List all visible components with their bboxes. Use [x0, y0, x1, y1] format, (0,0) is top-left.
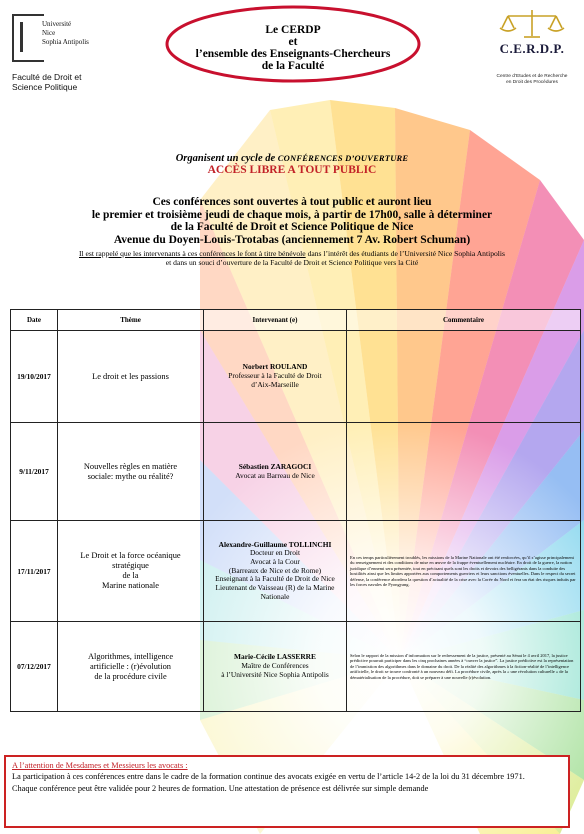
organizer-line: et [288, 36, 298, 48]
row-theme [58, 521, 204, 622]
university-logo-bar [20, 22, 23, 52]
speaker-name: Alexandre-Guillaume TOLLINCHI [218, 539, 332, 549]
row-comment: En ces temps particulièrement troublés, les missions de la Marine Nationale ont été renforcées, qu’il s’agisse principalement du renseignement et des conditions de mise en œuvre de la frappe éventuellement nucléaire. En droit de la guerre, la notion juridique d’ennemi sera présentée, tout en précisant quels sont les droits et devoirs des belligérants dans la conduite des hostilités ainsi que les limites apportées aux comportements guerriers et leurs sanctions éventuelles. Dans le respect du secret défense, la conférence abordera la question d’actualité de la crise avec la Corée du Nord et fera un état des risques induits par les forces navales de Pyongyang. [347, 521, 581, 622]
row-date: 17/11/2017 [11, 521, 58, 622]
row-date: 07/12/2017 [11, 622, 58, 712]
organizer-line: l’ensemble des Enseignants-Chercheurs [195, 48, 391, 60]
conference-info-line: de la Faculté de Droit et Science Politique de Nice [170, 221, 414, 233]
theme-line: Le Droit et la force océanique [80, 551, 181, 560]
reminder-rest: dans l’intérêt des étudiants de l’Université Nice Sophia Antipolis [305, 249, 505, 258]
lawyers-notice [4, 755, 570, 828]
row-theme [58, 423, 204, 521]
table-row [11, 331, 581, 423]
row-intervenant [204, 521, 347, 622]
university-logo-line: Université [42, 20, 72, 28]
cycle-heading-caps: CONFÉRENCES D’OUVERTURE [277, 153, 409, 163]
row-date: 19/10/2017 [11, 331, 58, 423]
table-row [11, 423, 581, 521]
speaker-role: Professeur à la Faculté de Droit [228, 371, 322, 381]
faculty-name [12, 72, 122, 92]
speaker-role: Maître de Conférences [241, 661, 309, 671]
row-intervenant [204, 622, 347, 712]
access-banner: ACCÈS LIBRE A TOUT PUBLIC [207, 164, 377, 176]
header-theme: Thème [58, 310, 204, 331]
speaker-name: Sébastien ZARAGOCI [238, 461, 312, 471]
organizer-line: de la Faculté [261, 60, 325, 72]
cerdp-subtitle [486, 74, 578, 86]
row-comment [347, 423, 581, 521]
table-row [11, 622, 581, 712]
cerdp-subtitle-line: Centre d’Etudes et de Recherche [496, 74, 568, 79]
speaker-role: (Barreaux de Nice et de Rome) [228, 565, 322, 575]
conference-info-line: Ces conférences sont ouvertes à tout public et auront lieu [152, 196, 432, 208]
volunteer-reminder [20, 249, 564, 267]
university-logo-text [42, 20, 89, 47]
row-intervenant [204, 331, 347, 423]
organizer-title [164, 24, 422, 72]
organizer-line: Le CERDP [265, 24, 321, 36]
university-logo-line: Nice [42, 29, 56, 37]
speaker-role: d’Aix-Marseille [251, 379, 299, 389]
cycle-heading [60, 153, 524, 164]
faculty-line: Science Politique [12, 82, 78, 92]
cerdp-subtitle-line: en Droit des Procédures [506, 80, 558, 85]
cerdp-logo [486, 6, 578, 114]
theme-line: artificielle : (r)évolution [90, 661, 171, 671]
speaker-role: Avocat au Barreau de Nice [235, 470, 315, 480]
speaker-role: Avocat à la Cour [250, 556, 300, 566]
speaker-name: Norbert ROULAND [242, 362, 308, 372]
theme-line: Nouvelles règles en matière [83, 461, 178, 471]
row-comment [347, 331, 581, 423]
speaker-role: Lieutenant de Vaisseau (R) de la Marine [215, 583, 335, 593]
speaker-role: Enseignant à la Faculté de Droit de Nice [215, 574, 335, 584]
notice-line: Chaque conférence peut être validée pour 2 heures de formation. Une attestation de présence est délivrée sur simple demande [12, 783, 429, 793]
conference-info-line: Avenue du Doyen-Louis-Trotabas (anciennement 7 Av. Robert Schuman) [113, 233, 471, 246]
theme-line: de la procédure civile [94, 671, 167, 681]
theme-line: de la [122, 571, 139, 580]
university-logo [12, 14, 116, 74]
university-logo-line: Sophia Antipolis [42, 38, 89, 46]
conference-table [10, 309, 581, 712]
reminder-line2: et dans un souci d’ouverture de la Faculté de Droit et Science Politique vers la Cité [165, 258, 419, 267]
speaker-role: Docteur en Droit [249, 548, 301, 558]
header-date: Date [11, 310, 58, 331]
conference-info-line: le premier et troisième jeudi de chaque mois, à partir de 17h00, salle à déterminer [91, 208, 493, 221]
table-header-row [11, 310, 581, 331]
table-row [11, 521, 581, 622]
theme-line: stratégique [112, 561, 149, 570]
faculty-line: Faculté de Droit et [12, 72, 82, 82]
cerdp-name: C.E.R.D.P. [499, 41, 565, 56]
conference-info [30, 196, 554, 246]
university-logo-mark [12, 14, 44, 62]
theme-line: Le droit et les passions [92, 371, 169, 381]
row-date: 9/11/2017 [11, 423, 58, 521]
notice-title: A l’attention de Mesdames et Messieurs les avocats : [12, 761, 188, 770]
theme-line: Marine nationale [102, 581, 159, 590]
row-comment: Selon le rapport de la mission d’information sur le redressement de la justice, présenté au Sénat le 4 avril 2017, la justice prédictive pourrait participer dans les cinq prochaines années à “ouvrer la justice”. La justice prédictive est la représentation de l’immixtion des algorithmes dans le domaine du droit. De la réalité des algorithmes à la fiction-réalité de l’intelligence artificielle, le droit se trouve confronté à un nouveau défi. La procédure civile, après la « une révolution culturelle » de la dématérialisation de la procédure, doit se préparer à une nouvelle (r)évolution. [347, 622, 581, 712]
speaker-role: à l’Université Nice Sophia Antipolis [221, 669, 329, 679]
speaker-role: Nationale [260, 591, 290, 601]
header-commentaire: Commentaire [347, 310, 581, 331]
row-theme [58, 331, 204, 423]
header-intervenant: Intervenant (e) [204, 310, 347, 331]
theme-line: sociale: mythe ou réalité? [87, 471, 174, 481]
reminder-underlined: Il est rappelé que les intervenants à ces conférences le font à titre bénévole [79, 249, 306, 258]
row-theme [58, 622, 204, 712]
theme-line: Algorithmes, intelligence [87, 651, 174, 661]
notice-line: La participation à ces conférences entre dans le cadre de la formation continue des avocats exigée en vertu de l’article 14-2 de la loi du 31 décembre 1971. [12, 772, 525, 782]
speaker-name: Marie-Cécile LASSERRE [234, 652, 316, 662]
cycle-heading-prefix: Organisent un cycle de [175, 153, 278, 164]
row-intervenant [204, 423, 347, 521]
